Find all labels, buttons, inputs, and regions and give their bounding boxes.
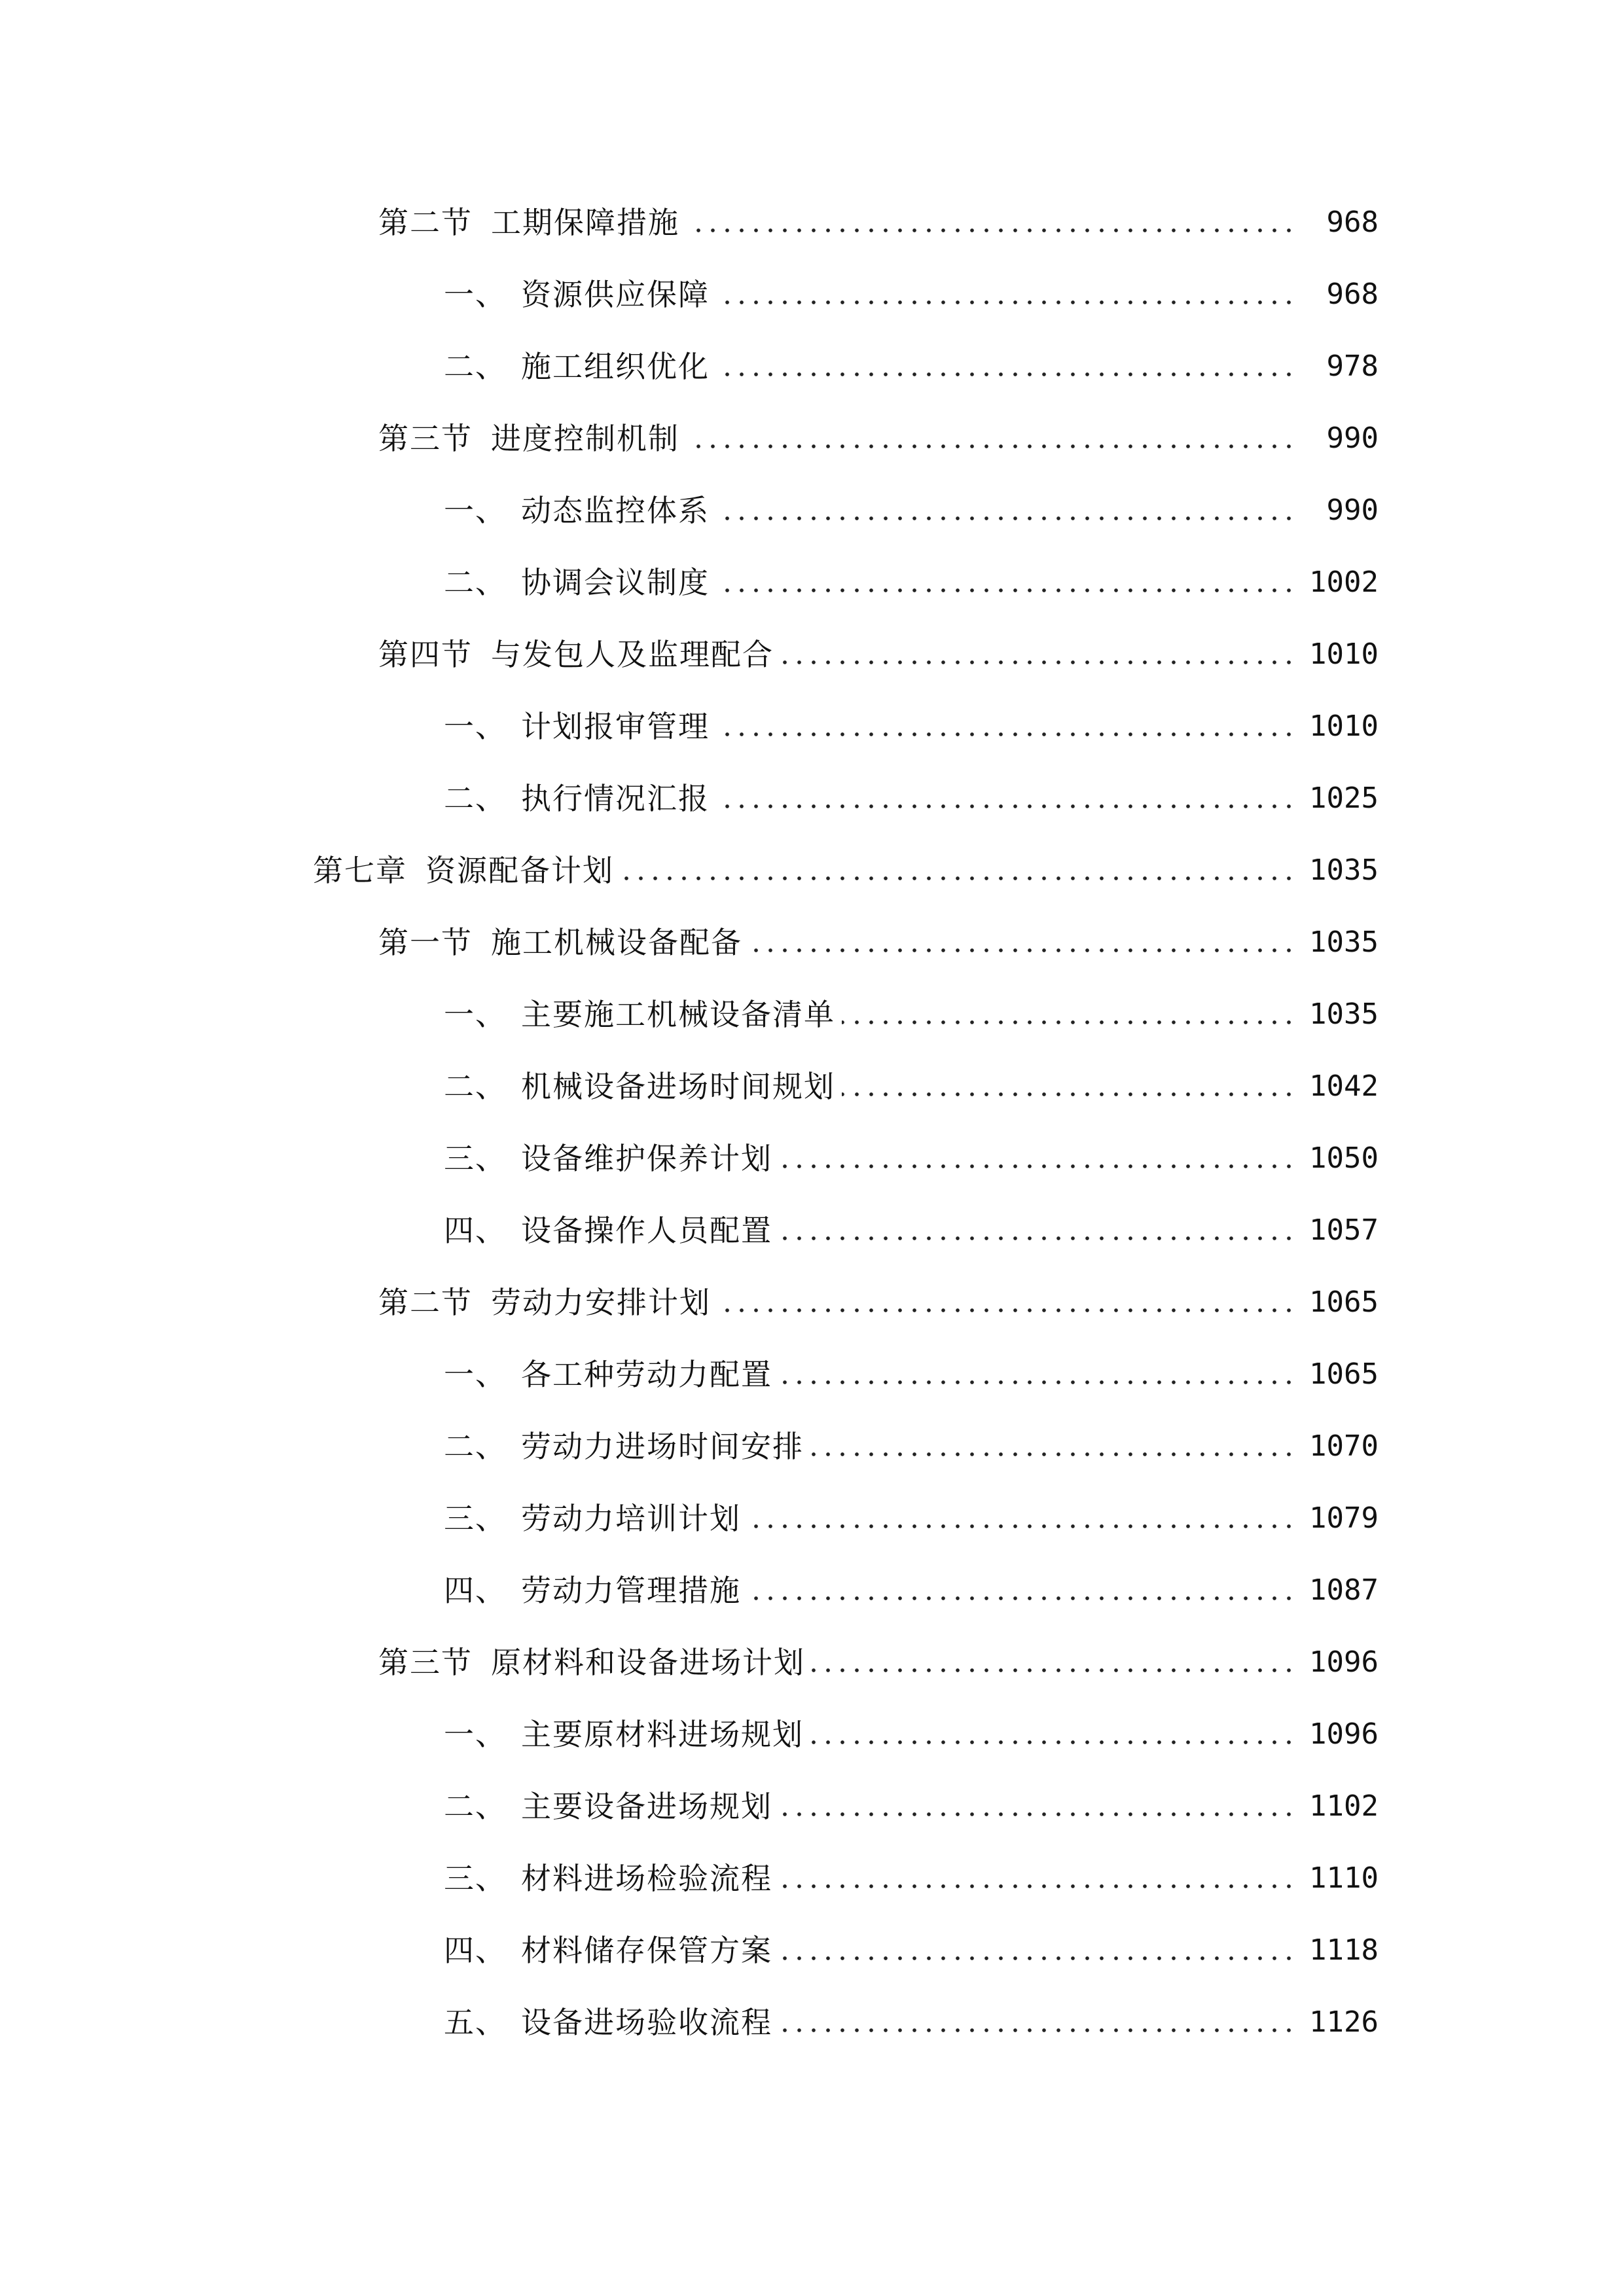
- toc-entry-17[interactable]: [0, 1410, 1624, 1482]
- toc-entry-label: 一、: [444, 1357, 507, 1392]
- toc-entry-page-number: 1096: [1309, 1717, 1379, 1751]
- toc-entry-page-number: 1042: [1309, 1069, 1379, 1103]
- dot-leader: [716, 719, 1296, 749]
- toc-entry-page-number: 1102: [1309, 1789, 1379, 1823]
- toc-entry-0[interactable]: [0, 187, 1624, 259]
- toc-entry-page-number: 978: [1326, 350, 1379, 383]
- toc-entry-label: 一、: [444, 997, 507, 1032]
- toc-entry-14[interactable]: [0, 1194, 1624, 1266]
- toc-entry-label: 三、: [444, 1501, 507, 1536]
- toc-entry-page-number: 1025: [1309, 781, 1379, 815]
- toc-entry-title: 各工种劳动力配置: [521, 1357, 772, 1392]
- toc-entry-page-number: 1118: [1309, 1933, 1379, 1967]
- dot-leader: [716, 503, 1296, 533]
- toc-entry-24[interactable]: [0, 1914, 1624, 1986]
- toc-entry-25[interactable]: [0, 1986, 1624, 2058]
- toc-entry-title: 材料进场检验流程: [521, 1861, 772, 1896]
- toc-entry-title: 与发包人及监理配合: [491, 637, 774, 672]
- dot-leader: [779, 1223, 1296, 1253]
- toc-entry-title: 协调会议制度: [521, 565, 710, 600]
- toc-entry-22[interactable]: [0, 1770, 1624, 1842]
- toc-entry-label: 四、: [444, 1573, 507, 1608]
- toc-entry-title: 主要施工机械设备清单: [521, 997, 835, 1032]
- dot-leader: [810, 1727, 1296, 1757]
- toc-entry-page-number: 990: [1326, 422, 1379, 455]
- dot-leader: [842, 1079, 1296, 1109]
- toc-entry-title: 设备操作人员配置: [521, 1213, 772, 1248]
- toc-entry-label: 第二节: [378, 1285, 473, 1320]
- toc-entry-page-number: 1035: [1309, 997, 1379, 1031]
- dot-leader: [716, 791, 1296, 821]
- toc-entry-title: 主要设备进场规划: [521, 1789, 772, 1824]
- toc-entry-label: 二、: [444, 349, 507, 384]
- dot-leader: [686, 215, 1296, 245]
- toc-entry-3[interactable]: [0, 403, 1624, 475]
- dot-leader: [748, 1511, 1296, 1541]
- toc-entry-page-number: 1065: [1309, 1285, 1379, 1319]
- toc-entry-page-number: 1050: [1309, 1141, 1379, 1175]
- dot-leader: [779, 1367, 1296, 1397]
- toc-entry-20[interactable]: [0, 1626, 1624, 1698]
- toc-entry-title: 资源供应保障: [521, 277, 710, 312]
- toc-entry-title: 劳动力进场时间安排: [521, 1429, 804, 1464]
- toc-entry-page-number: 968: [1326, 206, 1379, 239]
- toc-entry-label: 第三节: [378, 421, 473, 456]
- toc-entry-page-number: 1110: [1309, 1861, 1379, 1895]
- toc-entry-title: 工期保障措施: [491, 205, 679, 240]
- toc-entry-5[interactable]: [0, 547, 1624, 619]
- toc-entry-title: 劳动力管理措施: [521, 1573, 741, 1608]
- dot-leader: [812, 1655, 1296, 1685]
- toc-entry-label: 二、: [444, 565, 507, 600]
- toc-entry-label: 第四节: [378, 637, 473, 672]
- toc-entry-title: 机械设备进场时间规划: [521, 1069, 835, 1104]
- dot-leader: [810, 1439, 1296, 1469]
- toc-entry-page-number: 968: [1326, 278, 1379, 311]
- toc-entry-label: 第三节: [378, 1645, 473, 1680]
- toc-entry-16[interactable]: [0, 1338, 1624, 1410]
- toc-entry-label: 第七章: [313, 853, 407, 888]
- toc-entry-label: 四、: [444, 1933, 507, 1968]
- toc-entry-19[interactable]: [0, 1554, 1624, 1626]
- toc-entry-title: 设备进场验收流程: [521, 2005, 772, 2040]
- toc-entry-page-number: 1035: [1309, 853, 1379, 887]
- toc-entry-label: 一、: [444, 1717, 507, 1752]
- toc-entry-10[interactable]: [0, 906, 1624, 978]
- toc-entry-page-number: 1035: [1309, 925, 1379, 959]
- dot-leader: [716, 575, 1296, 605]
- toc-entry-1[interactable]: [0, 259, 1624, 331]
- toc-entry-label: 一、: [444, 493, 507, 528]
- dot-leader: [621, 863, 1296, 893]
- toc-entry-title: 施工组织优化: [521, 349, 710, 384]
- toc-entry-9[interactable]: [0, 834, 1624, 906]
- toc-entry-title: 原材料和设备进场计划: [491, 1645, 805, 1680]
- dot-leader: [779, 2015, 1296, 2045]
- toc-entry-4[interactable]: [0, 475, 1624, 547]
- toc-entry-page-number: 990: [1326, 493, 1379, 527]
- toc-entry-15[interactable]: [0, 1266, 1624, 1338]
- dot-leader: [779, 1799, 1296, 1829]
- toc-entry-6[interactable]: [0, 619, 1624, 691]
- toc-entry-label: 一、: [444, 709, 507, 744]
- toc-entry-label: 二、: [444, 1429, 507, 1464]
- toc-entry-title: 主要原材料进场规划: [521, 1717, 804, 1752]
- toc-entry-title: 设备维护保养计划: [521, 1141, 772, 1176]
- toc-entry-label: 三、: [444, 1861, 507, 1896]
- toc-entry-label: 五、: [444, 2005, 507, 2040]
- toc-entry-label: 三、: [444, 1141, 507, 1176]
- toc-entry-label: 二、: [444, 1069, 507, 1104]
- dot-leader: [779, 1151, 1296, 1181]
- toc-entry-page-number: 1010: [1309, 709, 1379, 743]
- toc-entry-18[interactable]: [0, 1482, 1624, 1554]
- toc-entry-label: 二、: [444, 1789, 507, 1824]
- toc-entry-label: 一、: [444, 277, 507, 312]
- toc-entry-8[interactable]: [0, 762, 1624, 834]
- toc-entry-title: 执行情况汇报: [521, 781, 710, 816]
- table-of-contents: [0, 187, 1624, 2058]
- dot-leader: [686, 431, 1296, 461]
- toc-entry-label: 第二节: [378, 205, 473, 240]
- toc-entry-2[interactable]: [0, 331, 1624, 403]
- dot-leader: [716, 287, 1296, 317]
- toc-entry-12[interactable]: [0, 1050, 1624, 1122]
- toc-entry-page-number: 1070: [1309, 1429, 1379, 1463]
- dot-leader: [716, 359, 1296, 389]
- dot-leader: [717, 1295, 1296, 1325]
- toc-entry-23[interactable]: [0, 1842, 1624, 1914]
- toc-entry-page-number: 1126: [1309, 2005, 1379, 2039]
- dot-leader: [779, 1943, 1296, 1973]
- toc-entry-21[interactable]: [0, 1698, 1624, 1770]
- toc-entry-page-number: 1096: [1309, 1645, 1379, 1679]
- toc-entry-title: 资源配备计划: [425, 853, 614, 888]
- toc-entry-title: 计划报审管理: [521, 709, 710, 744]
- toc-entry-page-number: 1079: [1309, 1501, 1379, 1535]
- toc-entry-title: 施工机械设备配备: [491, 925, 742, 960]
- toc-entry-title: 材料储存保管方案: [521, 1933, 772, 1968]
- toc-entry-13[interactable]: [0, 1122, 1624, 1194]
- toc-entry-label: 二、: [444, 781, 507, 816]
- dot-leader: [748, 1583, 1296, 1613]
- toc-entry-page-number: 1065: [1309, 1357, 1379, 1391]
- dot-leader: [842, 1007, 1296, 1037]
- toc-entry-title: 劳动力安排计划: [491, 1285, 711, 1320]
- toc-entry-label: 四、: [444, 1213, 507, 1248]
- toc-entry-page-number: 1002: [1309, 565, 1379, 599]
- toc-entry-title: 动态监控体系: [521, 493, 710, 528]
- dot-leader: [779, 1871, 1296, 1901]
- toc-entry-title: 劳动力培训计划: [521, 1501, 741, 1536]
- dot-leader: [780, 647, 1296, 677]
- toc-entry-page-number: 1010: [1309, 637, 1379, 671]
- toc-entry-page-number: 1087: [1309, 1573, 1379, 1607]
- dot-leader: [749, 935, 1296, 965]
- toc-entry-11[interactable]: [0, 978, 1624, 1050]
- toc-entry-label: 第一节: [378, 925, 473, 960]
- toc-entry-title: 进度控制机制: [491, 421, 679, 456]
- toc-entry-7[interactable]: [0, 691, 1624, 762]
- toc-entry-page-number: 1057: [1309, 1213, 1379, 1247]
